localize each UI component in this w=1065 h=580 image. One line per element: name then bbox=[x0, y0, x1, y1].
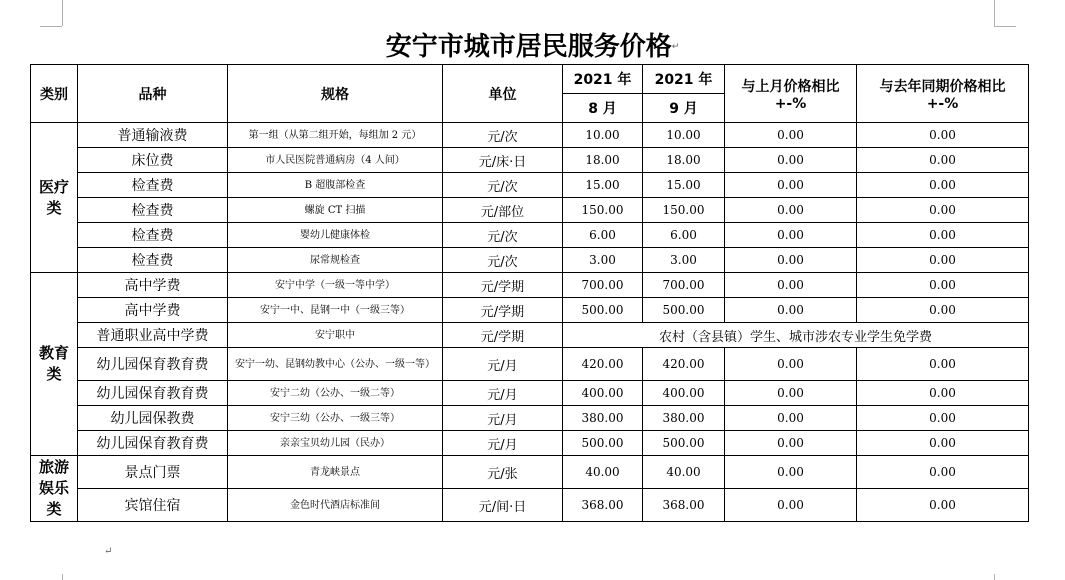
yoy-change-cell: 0.00 bbox=[857, 273, 1029, 298]
table-row bbox=[31, 298, 1029, 323]
price-aug-cell: 18.00 bbox=[563, 148, 643, 173]
spec-cell: 安宁一幼、昆钢幼教中心（公办、一级一等） bbox=[228, 348, 443, 381]
price-aug-cell: 10.00 bbox=[563, 123, 643, 148]
price-aug-cell: 420.00 bbox=[563, 348, 643, 381]
header-spec: 规格 bbox=[228, 65, 443, 123]
price-aug-cell: 500.00 bbox=[563, 431, 643, 456]
unit-cell: 元/学期 bbox=[443, 273, 563, 298]
price-aug-cell: 380.00 bbox=[563, 406, 643, 431]
price-sep-cell: 500.00 bbox=[643, 431, 725, 456]
price-sep-cell: 10.00 bbox=[643, 123, 725, 148]
price-sep-cell: 6.00 bbox=[643, 223, 725, 248]
item-cell: 幼儿园保育教育费 bbox=[78, 431, 228, 456]
price-aug-cell: 15.00 bbox=[563, 173, 643, 198]
yoy-change-cell: 0.00 bbox=[857, 431, 1029, 456]
unit-cell: 元/月 bbox=[443, 348, 563, 381]
yoy-change-cell: 0.00 bbox=[857, 248, 1029, 273]
price-sep-cell: 18.00 bbox=[643, 148, 725, 173]
price-table bbox=[30, 64, 1029, 522]
price-aug-cell: 368.00 bbox=[563, 489, 643, 522]
spec-cell: 安宁二幼（公办、一级二等） bbox=[228, 381, 443, 406]
price-sep-cell: 700.00 bbox=[643, 273, 725, 298]
item-cell: 检查费 bbox=[78, 173, 228, 198]
table-row bbox=[31, 323, 1029, 348]
paragraph-mark: ↵ bbox=[671, 42, 680, 52]
unit-cell: 元/部位 bbox=[443, 198, 563, 223]
mom-change-cell: 0.00 bbox=[725, 298, 857, 323]
table-row bbox=[31, 348, 1029, 381]
item-cell: 普通输液费 bbox=[78, 123, 228, 148]
price-sep-cell: 3.00 bbox=[643, 248, 725, 273]
spec-cell: 尿常规检查 bbox=[228, 248, 443, 273]
price-aug-cell: 150.00 bbox=[563, 198, 643, 223]
header-item: 品种 bbox=[78, 65, 228, 123]
item-cell: 检查费 bbox=[78, 223, 228, 248]
table-row bbox=[31, 273, 1029, 298]
mom-change-cell: 0.00 bbox=[725, 406, 857, 431]
category-cell: 医疗类 bbox=[31, 123, 78, 273]
item-cell: 幼儿园保育教育费 bbox=[78, 381, 228, 406]
price-sep-cell: 150.00 bbox=[643, 198, 725, 223]
unit-cell: 元/月 bbox=[443, 381, 563, 406]
table-row bbox=[31, 223, 1029, 248]
price-aug-cell: 40.00 bbox=[563, 456, 643, 489]
mom-change-cell: 0.00 bbox=[725, 198, 857, 223]
mom-change-cell: 0.00 bbox=[725, 489, 857, 522]
unit-cell: 元/间·日 bbox=[443, 489, 563, 522]
category-cell: 旅游娱乐类 bbox=[31, 456, 78, 522]
table-row bbox=[31, 456, 1029, 489]
crop-mark-bottom-right bbox=[994, 574, 995, 580]
price-aug-cell: 6.00 bbox=[563, 223, 643, 248]
table-row bbox=[31, 431, 1029, 456]
mom-change-cell: 0.00 bbox=[725, 348, 857, 381]
spec-cell: 安宁职中 bbox=[228, 323, 443, 348]
item-cell: 检查费 bbox=[78, 198, 228, 223]
spec-cell: 安宁中学（一级一等中学） bbox=[228, 273, 443, 298]
yoy-change-cell: 0.00 bbox=[857, 456, 1029, 489]
item-cell: 景点门票 bbox=[78, 456, 228, 489]
unit-cell: 元/床·日 bbox=[443, 148, 563, 173]
price-sep-cell: 400.00 bbox=[643, 381, 725, 406]
free-tuition-note: 农村（含县镇）学生、城市涉农专业学生免学费 bbox=[563, 323, 1029, 348]
item-cell: 检查费 bbox=[78, 248, 228, 273]
header-year-aug: 2021 年 bbox=[563, 65, 643, 94]
header-category: 类别 bbox=[31, 65, 78, 123]
item-cell: 幼儿园保教费 bbox=[78, 406, 228, 431]
page-title bbox=[0, 30, 1065, 64]
crop-mark-top-right bbox=[994, 0, 995, 26]
unit-cell: 元/次 bbox=[443, 173, 563, 198]
yoy-change-cell: 0.00 bbox=[857, 123, 1029, 148]
mom-change-cell: 0.00 bbox=[725, 173, 857, 198]
spec-cell: 安宁三幼（公办、一级三等） bbox=[228, 406, 443, 431]
spec-cell: 第一组（从第二组开始，每组加 2 元） bbox=[228, 123, 443, 148]
spec-cell: 亲亲宝贝幼儿园（民办） bbox=[228, 431, 443, 456]
spec-cell: 婴幼儿健康体检 bbox=[228, 223, 443, 248]
unit-cell: 元/张 bbox=[443, 456, 563, 489]
yoy-change-cell: 0.00 bbox=[857, 223, 1029, 248]
table-row bbox=[31, 173, 1029, 198]
mom-change-cell: 0.00 bbox=[725, 456, 857, 489]
item-cell: 高中学费 bbox=[78, 298, 228, 323]
price-sep-cell: 368.00 bbox=[643, 489, 725, 522]
mom-change-cell: 0.00 bbox=[725, 431, 857, 456]
header-mom: 与上月价格相比 +-% bbox=[725, 65, 857, 123]
header-month-aug: 8 月 bbox=[563, 94, 643, 123]
price-aug-cell: 3.00 bbox=[563, 248, 643, 273]
yoy-change-cell: 0.00 bbox=[857, 381, 1029, 406]
price-aug-cell: 400.00 bbox=[563, 381, 643, 406]
item-cell: 床位费 bbox=[78, 148, 228, 173]
yoy-change-cell: 0.00 bbox=[857, 348, 1029, 381]
spec-cell: 金色时代酒店标准间 bbox=[228, 489, 443, 522]
mom-change-cell: 0.00 bbox=[725, 223, 857, 248]
header-unit: 单位 bbox=[443, 65, 563, 123]
price-sep-cell: 15.00 bbox=[643, 173, 725, 198]
table-row bbox=[31, 198, 1029, 223]
yoy-change-cell: 0.00 bbox=[857, 298, 1029, 323]
header-yoy: 与去年同期价格相比 +-% bbox=[857, 65, 1029, 123]
mom-change-cell: 0.00 bbox=[725, 123, 857, 148]
header-month-sep: 9 月 bbox=[643, 94, 725, 123]
spec-cell: B 超腹部检查 bbox=[228, 173, 443, 198]
spec-cell: 青龙峡景点 bbox=[228, 456, 443, 489]
item-cell: 宾馆住宿 bbox=[78, 489, 228, 522]
yoy-change-cell: 0.00 bbox=[857, 406, 1029, 431]
crop-mark-bottom-left bbox=[62, 574, 63, 580]
yoy-change-cell: 0.00 bbox=[857, 148, 1029, 173]
paragraph-mark: ↵ bbox=[104, 546, 113, 557]
crop-mark-top-right bbox=[994, 26, 1016, 27]
table-row bbox=[31, 406, 1029, 431]
price-sep-cell: 380.00 bbox=[643, 406, 725, 431]
spec-cell: 安宁一中、昆钢一中（一级三等） bbox=[228, 298, 443, 323]
crop-mark-top-left bbox=[62, 0, 63, 26]
mom-change-cell: 0.00 bbox=[725, 381, 857, 406]
unit-cell: 元/学期 bbox=[443, 323, 563, 348]
unit-cell: 元/学期 bbox=[443, 298, 563, 323]
yoy-change-cell: 0.00 bbox=[857, 173, 1029, 198]
table-row bbox=[31, 489, 1029, 522]
table-row bbox=[31, 248, 1029, 273]
unit-cell: 元/月 bbox=[443, 406, 563, 431]
spec-cell: 市人民医院普通病房（4 人间） bbox=[228, 148, 443, 173]
crop-mark-top-left bbox=[40, 26, 62, 27]
unit-cell: 元/次 bbox=[443, 248, 563, 273]
unit-cell: 元/次 bbox=[443, 223, 563, 248]
category-cell: 教育类 bbox=[31, 273, 78, 456]
price-sep-cell: 500.00 bbox=[643, 298, 725, 323]
yoy-change-cell: 0.00 bbox=[857, 198, 1029, 223]
unit-cell: 元/次 bbox=[443, 123, 563, 148]
price-sep-cell: 40.00 bbox=[643, 456, 725, 489]
page-title-text: 安宁市城市居民服务价格 bbox=[385, 32, 672, 62]
header-row bbox=[31, 65, 1029, 94]
yoy-change-cell: 0.00 bbox=[857, 489, 1029, 522]
price-sep-cell: 420.00 bbox=[643, 348, 725, 381]
mom-change-cell: 0.00 bbox=[725, 248, 857, 273]
table-row bbox=[31, 148, 1029, 173]
item-cell: 高中学费 bbox=[78, 273, 228, 298]
item-cell: 幼儿园保育教育费 bbox=[78, 348, 228, 381]
unit-cell: 元/月 bbox=[443, 431, 563, 456]
price-aug-cell: 500.00 bbox=[563, 298, 643, 323]
item-cell: 普通职业高中学费 bbox=[78, 323, 228, 348]
price-aug-cell: 700.00 bbox=[563, 273, 643, 298]
table-row bbox=[31, 123, 1029, 148]
mom-change-cell: 0.00 bbox=[725, 273, 857, 298]
table-row bbox=[31, 381, 1029, 406]
mom-change-cell: 0.00 bbox=[725, 148, 857, 173]
spec-cell: 螺旋 CT 扫描 bbox=[228, 198, 443, 223]
header-year-sep: 2021 年 bbox=[643, 65, 725, 94]
